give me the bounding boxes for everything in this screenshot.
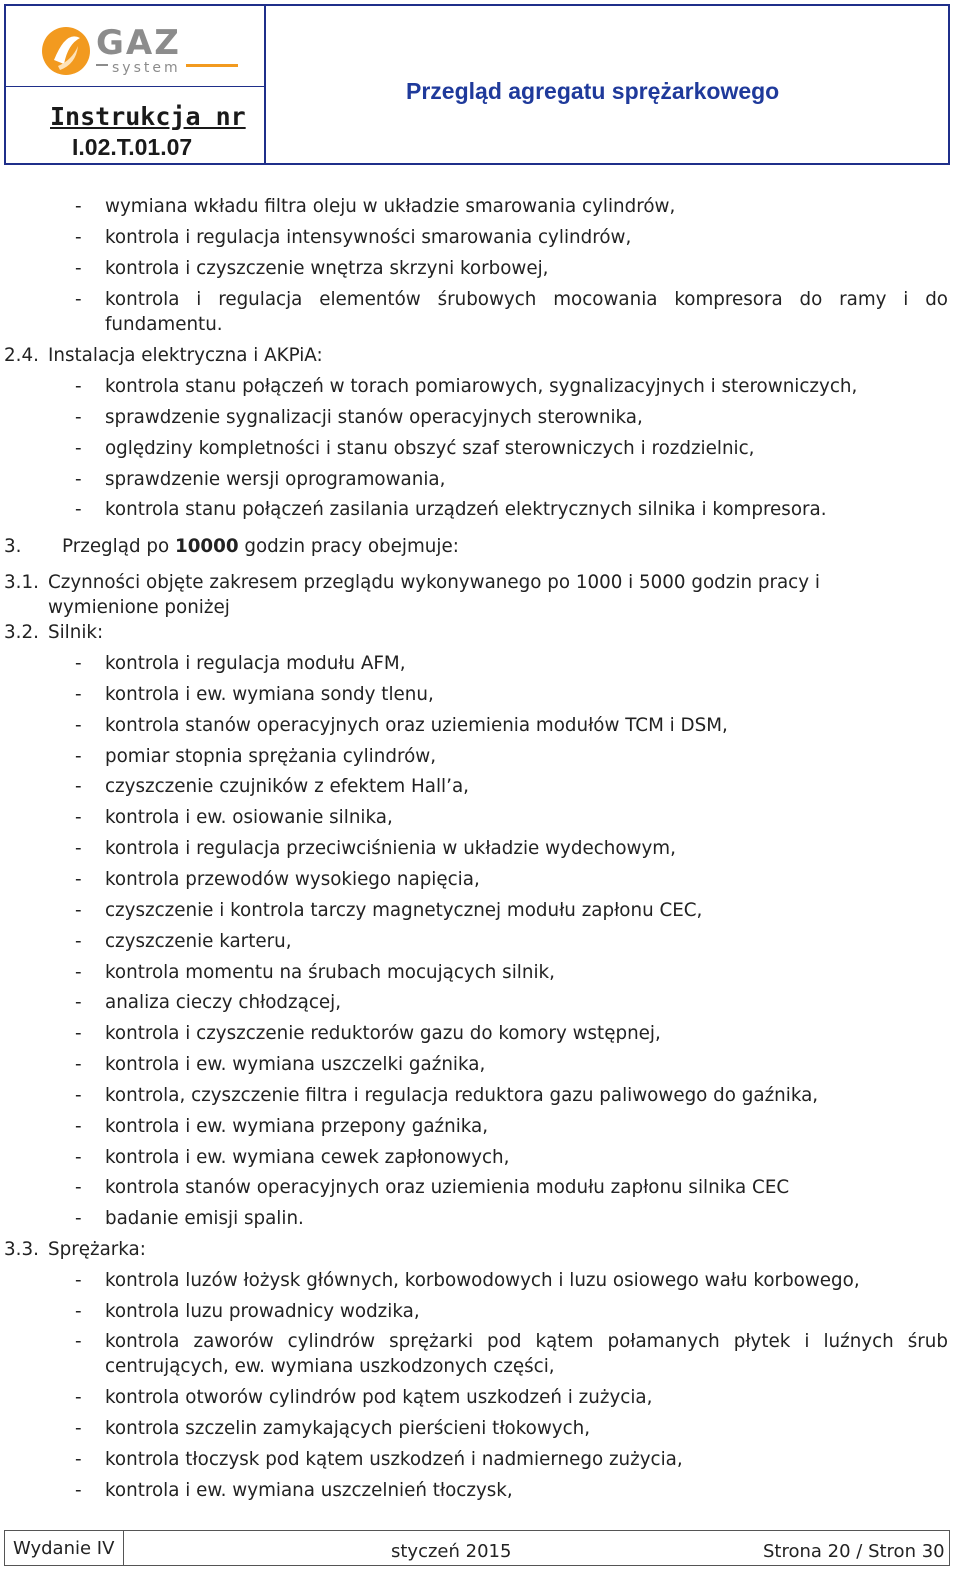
bullet-dash: - <box>75 1480 82 1501</box>
bullet-dash: - <box>75 1054 82 1075</box>
footer-edition-cell <box>5 1531 124 1565</box>
issue-date: styczeń 2015 <box>391 1541 512 1562</box>
section-title: Instalacja elektryczna i AKPiA: <box>48 345 323 366</box>
bullet-dash: - <box>75 258 82 279</box>
bullet-dash: - <box>75 931 82 952</box>
bullet-dash: - <box>75 1208 82 1229</box>
list-item: kontrola stanu połączeń w torach pomiarowych, sygnalizacyjnych i sterowniczych, <box>105 376 858 397</box>
bullet-dash: - <box>75 838 82 859</box>
bullet-dash: - <box>75 684 82 705</box>
edition-label: Wydanie IV <box>13 1538 115 1559</box>
instruction-code: I.02.T.01.07 <box>72 134 193 160</box>
document-footer <box>4 1530 950 1566</box>
bullet-dash: - <box>75 1023 82 1044</box>
list-item: kontrola luzu prowadnicy wodzika, <box>105 1301 420 1322</box>
bullet-dash: - <box>75 900 82 921</box>
bullet-dash: - <box>75 1301 82 1322</box>
bullet-dash: - <box>75 1418 82 1439</box>
bullet-dash: - <box>75 376 82 397</box>
bullet-dash: - <box>75 1177 82 1198</box>
bullet-dash: - <box>75 869 82 890</box>
bullet-dash: - <box>75 1331 82 1352</box>
list-item: kontrola i ew. wymiana przepony gaźnika, <box>105 1116 489 1137</box>
bullet-dash: - <box>75 746 82 767</box>
list-item: kontrola momentu na śrubach mocujących silnik, <box>105 962 555 983</box>
list-item: wymiana wkładu filtra oleju w układzie smarowania cylindrów, <box>105 196 676 217</box>
list-item: kontrola stanu połączeń zasilania urządzeń elektrycznych silnika i kompresora. <box>105 499 827 520</box>
list-item: pomiar stopnia sprężania cylindrów, <box>105 746 437 767</box>
bullet-dash: - <box>75 1387 82 1408</box>
list-item: kontrola i ew. wymiana sondy tlenu, <box>105 684 434 705</box>
bullet-dash: - <box>75 289 82 310</box>
bullet-dash: - <box>75 1085 82 1106</box>
bullet-dash: - <box>75 807 82 828</box>
gaz-system-logo <box>36 20 246 82</box>
list-item: kontrola, czyszczenie filtra i regulacja reduktora gazu paliwowego do gaźnika, <box>105 1085 819 1106</box>
svg-text:system: system <box>112 60 181 76</box>
bullet-dash: - <box>75 407 82 428</box>
bullet-dash: - <box>75 1147 82 1168</box>
section-heading: Przegląd po 10000 godzin pracy obejmuje: <box>62 536 459 557</box>
bullet-dash: - <box>75 1116 82 1137</box>
section-text-continuation: wymienione poniżej <box>48 597 230 618</box>
list-item: kontrola i ew. wymiana cewek zapłonowych, <box>105 1147 510 1168</box>
document-header <box>4 4 950 165</box>
list-item: oględziny kompletności i stanu obszyć szaf sterowniczych i rozdzielnic, <box>105 438 755 459</box>
list-item: czyszczenie i kontrola tarczy magnetycznej modułu zapłonu CEC, <box>105 900 703 921</box>
bullet-dash: - <box>75 1270 82 1291</box>
header-left-cell <box>6 6 266 163</box>
section-text: Czynności objęte zakresem przeglądu wykonywanego po 1000 i 5000 godzin pracy i <box>48 572 820 593</box>
section-number: 3.3. <box>4 1239 39 1260</box>
document-title: Przegląd agregatu sprężarkowego <box>406 78 780 104</box>
list-item: kontrola i czyszczenie reduktorów gazu do komory wstępnej, <box>105 1023 661 1044</box>
instruction-label: Instrukcja nr <box>50 102 246 131</box>
list-item: kontrola szczelin zamykających pierścieni tłokowych, <box>105 1418 591 1439</box>
list-item: kontrola i regulacja modułu AFM, <box>105 653 406 674</box>
bullet-dash: - <box>75 196 82 217</box>
bullet-dash: - <box>75 962 82 983</box>
bullet-dash: - <box>75 992 82 1013</box>
list-item: kontrola stanów operacyjnych oraz uziemienia modułów TCM i DSM, <box>105 715 728 736</box>
section-number: 3.2. <box>4 622 39 643</box>
list-item: sprawdzenie wersji oprogramowania, <box>105 469 446 490</box>
section-number: 2.4. <box>4 345 39 366</box>
list-item: kontrola i regulacja przeciwciśnienia w układzie wydechowym, <box>105 838 676 859</box>
bullet-dash: - <box>75 499 82 520</box>
list-item: kontrola przewodów wysokiego napięcia, <box>105 869 480 890</box>
bullet-dash: - <box>75 469 82 490</box>
list-item: kontrola zaworów cylindrów sprężarki pod kątem połamanych płytek i luźnych śrub <box>105 1331 948 1352</box>
list-item: kontrola luzów łożysk głównych, korbowodowych i luzu osiowego wału korbowego, <box>105 1270 860 1291</box>
section-title: Silnik: <box>48 622 104 643</box>
bullet-dash: - <box>75 653 82 674</box>
list-item: badanie emisji spalin. <box>105 1208 304 1229</box>
page-number: Strona 20 / Stron 30 <box>763 1541 945 1562</box>
section-title: Sprężarka: <box>48 1239 146 1260</box>
bullet-dash: - <box>75 438 82 459</box>
hours-value: 10000 <box>174 536 239 557</box>
section-number: 3. <box>4 536 22 557</box>
list-item: analiza cieczy chłodzącej, <box>105 992 342 1013</box>
list-item: czyszczenie karteru, <box>105 931 292 952</box>
list-item-continuation: fundamentu. <box>105 314 223 335</box>
list-item-continuation: centrujących, ew. wymiana uszkodzonych części, <box>105 1356 555 1377</box>
bullet-dash: - <box>75 776 82 797</box>
list-item: kontrola i regulacja elementów śrubowych mocowania kompresora do ramy i do <box>105 289 948 310</box>
bullet-dash: - <box>75 1449 82 1470</box>
list-item: kontrola i ew. osiowanie silnika, <box>105 807 393 828</box>
list-item: sprawdzenie sygnalizacji stanów operacyjnych sterownika, <box>105 407 643 428</box>
header-divider <box>6 86 264 87</box>
list-item: kontrola i czyszczenie wnętrza skrzyni korbowej, <box>105 258 549 279</box>
list-item: czyszczenie czujników z efektem Hall’a, <box>105 776 469 797</box>
list-item: kontrola i ew. wymiana uszczelki gaźnika, <box>105 1054 486 1075</box>
list-item: kontrola tłoczysk pod kątem uszkodzeń i nadmiernego zużycia, <box>105 1449 683 1470</box>
list-item: kontrola i ew. wymiana uszczelnień tłoczysk, <box>105 1480 513 1501</box>
list-item: kontrola otworów cylindrów pod kątem uszkodzeń i zużycia, <box>105 1387 653 1408</box>
list-item: kontrola stanów operacyjnych oraz uziemienia modułu zapłonu silnika CEC <box>105 1177 790 1198</box>
bullet-dash: - <box>75 715 82 736</box>
bullet-dash: - <box>75 227 82 248</box>
section-number: 3.1. <box>4 572 39 593</box>
list-item: kontrola i regulacja intensywności smarowania cylindrów, <box>105 227 632 248</box>
svg-text:GAZ: GAZ <box>96 23 181 63</box>
